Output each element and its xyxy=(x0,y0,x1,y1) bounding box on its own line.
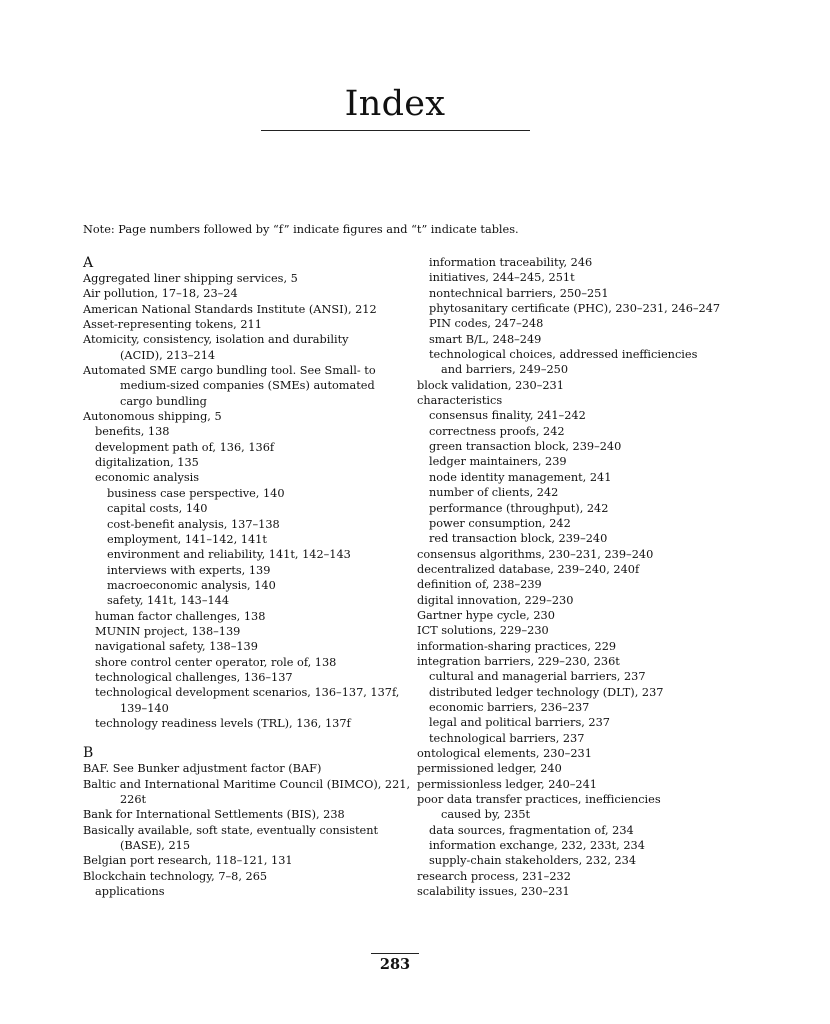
index-entry: Asset-representing tokens, 211 xyxy=(83,318,262,332)
index-subentry: green transaction block, 239–240 xyxy=(429,440,622,454)
index-subentry: performance (throughput), 242 xyxy=(429,501,609,515)
index-entry: Aggregated liner shipping services, 5 xyxy=(83,272,298,285)
index-subentry: consensus finality, 241–242 xyxy=(429,409,586,423)
index-entry: characteristics xyxy=(417,394,503,408)
index-entry-continuation: cargo bundling xyxy=(120,394,207,408)
index-subentry: information exchange, 232, 233t, 234 xyxy=(429,839,645,853)
index-subentry: correctness proofs, 242 xyxy=(429,424,565,438)
index-subentry: capital costs, 140 xyxy=(107,502,208,516)
index-subentry: economic analysis xyxy=(95,471,200,485)
index-column-left xyxy=(83,255,423,899)
index-entry: Baltic and International Maritime Council (BIMCO), 221, xyxy=(83,777,411,791)
index-subentry: ledger maintainers, 239 xyxy=(429,455,567,469)
index-entry: digital innovation, 229–230 xyxy=(417,593,574,607)
index-subentry: technological challenges, 136–137 xyxy=(95,670,293,684)
index-entry: permissioned ledger, 240 xyxy=(417,762,562,776)
index-note: Note: Page numbers followed by “f” indicate figures and “t” indicate tables. xyxy=(83,223,519,236)
index-entry: Automated SME cargo bundling tool. See Small- to xyxy=(83,364,376,378)
index-entry: poor data transfer practices, inefficiencies xyxy=(417,793,661,807)
index-subentry: phytosanitary certificate (PHC), 230–231, 246–247 xyxy=(429,302,721,316)
index-subentry: interviews with experts, 139 xyxy=(107,563,271,577)
index-entry: Blockchain technology, 7–8, 265 xyxy=(83,869,268,883)
index-subentry: environment and reliability, 141t, 142–143 xyxy=(107,548,351,562)
index-subentry: technological choices, addressed inefficiencies xyxy=(429,348,698,362)
index-subentry: benefits, 138 xyxy=(95,425,170,439)
index-entry-continuation: medium-sized companies (SMEs) automated xyxy=(120,379,375,393)
footer-rule xyxy=(371,953,419,954)
index-entry-continuation: 139–140 xyxy=(120,701,169,715)
index-entry: integration barriers, 229–230, 236t xyxy=(417,654,620,668)
index-subentry: cost-benefit analysis, 137–138 xyxy=(107,517,280,531)
index-subentry: safety, 141t, 143–144 xyxy=(107,594,230,608)
index-entry: Basically available, soft state, eventually consistent xyxy=(83,823,379,837)
index-subentry: number of clients, 242 xyxy=(429,486,559,500)
index-subentry: distributed ledger technology (DLT), 237 xyxy=(429,685,664,699)
index-entry: Autonomous shipping, 5 xyxy=(83,410,222,424)
index-subentry: PIN codes, 247–248 xyxy=(429,317,544,331)
index-entry: block validation, 230–231 xyxy=(417,378,564,392)
index-column-right xyxy=(417,255,757,899)
index-subentry: technological development scenarios, 136–137, 137f, xyxy=(95,686,400,700)
index-subentry: technological barriers, 237 xyxy=(429,731,585,745)
page-number: 283 xyxy=(379,956,411,973)
index-letter-heading: B xyxy=(83,745,94,762)
index-entry-continuation: caused by, 235t xyxy=(441,808,531,822)
index-subentry: legal and political barriers, 237 xyxy=(429,716,610,730)
index-subentry: employment, 141–142, 141t xyxy=(107,532,267,546)
index-subentry: economic barriers, 236–237 xyxy=(429,700,590,714)
index-subentry: development path of, 136, 136f xyxy=(95,440,275,454)
index-subentry: supply-chain stakeholders, 232, 234 xyxy=(429,854,637,868)
index-subentry: shore control center operator, role of, 138 xyxy=(95,655,337,669)
index-entry-continuation: (ACID), 213–214 xyxy=(120,348,216,362)
index-entry: Air pollution, 17–18, 23–24 xyxy=(83,287,238,301)
index-entry: information-sharing practices, 229 xyxy=(417,639,617,653)
index-entry: Belgian port research, 118–121, 131 xyxy=(83,854,293,868)
index-entry-continuation: (BASE), 215 xyxy=(120,839,191,853)
index-entry: American National Standards Institute (ANSI), 212 xyxy=(83,302,377,316)
index-subentry: macroeconomic analysis, 140 xyxy=(107,578,276,592)
index-entry: research process, 231–232 xyxy=(417,869,571,883)
index-entry: Gartner hype cycle, 230 xyxy=(417,608,555,622)
index-subentry: nontechnical barriers, 250–251 xyxy=(429,286,609,300)
index-subentry: business case perspective, 140 xyxy=(107,486,285,500)
index-subentry: technology readiness levels (TRL), 136, 137f xyxy=(95,716,351,730)
index-letter-heading: A xyxy=(83,255,94,271)
index-entry: Atomicity, consistency, isolation and durability xyxy=(83,333,349,347)
index-subentry: initiatives, 244–245, 251t xyxy=(429,271,575,285)
index-entry-continuation: 226t xyxy=(120,793,147,806)
index-entry: Bank for International Settlements (BIS), 238 xyxy=(83,808,345,822)
title-underline xyxy=(261,130,530,131)
index-entry: scalability issues, 230–231 xyxy=(417,885,570,899)
index-subentry: cultural and managerial barriers, 237 xyxy=(429,670,646,684)
section-gap xyxy=(83,731,423,745)
index-entry-continuation: and barriers, 249–250 xyxy=(441,363,569,377)
index-entry: BAF. See Bunker adjustment factor (BAF) xyxy=(83,762,322,776)
index-subentry: node identity management, 241 xyxy=(429,470,612,484)
index-subentry: red transaction block, 239–240 xyxy=(429,532,608,546)
index-entry: ontological elements, 230–231 xyxy=(417,747,592,760)
index-entry: consensus algorithms, 230–231, 239–240 xyxy=(417,547,654,561)
index-subentry: navigational safety, 138–139 xyxy=(95,640,258,654)
index-subentry: power consumption, 242 xyxy=(429,516,571,530)
page-title: Index xyxy=(344,84,446,124)
index-entry: ICT solutions, 229–230 xyxy=(417,624,549,638)
index-entry: definition of, 238–239 xyxy=(417,578,542,592)
index-subentry: human factor challenges, 138 xyxy=(95,609,266,623)
index-subentry: data sources, fragmentation of, 234 xyxy=(429,823,634,837)
index-entry: permissionless ledger, 240–241 xyxy=(417,777,597,791)
index-subentry: smart B/L, 248–249 xyxy=(429,332,542,346)
index-subentry: MUNIN project, 138–139 xyxy=(95,624,241,638)
index-subentry: applications xyxy=(95,885,165,899)
index-subentry: information traceability, 246 xyxy=(429,256,593,269)
index-entry: decentralized database, 239–240, 240f xyxy=(417,562,640,576)
index-subentry: digitalization, 135 xyxy=(95,456,199,470)
